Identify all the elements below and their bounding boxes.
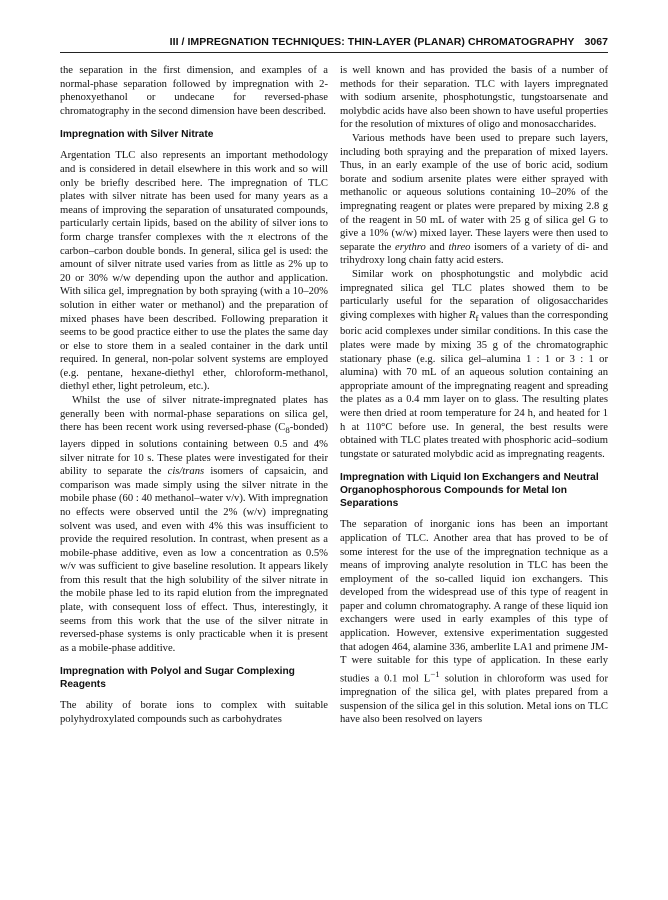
paragraph: is well known and has provided the basis of a number of methods for their separation. TLC with layers impregnated with sodium arsenite, phosphotungstic, tungstoarsenate and molybdic acids have also been shown to have useful properties for the resolution of mixtures of oligo and monosaccharides. — [340, 65, 608, 131]
text-run: solution in chloroform was used for impregnation of the silica gel, with plates prepared from a suspension of the silica gel in this solution. Metal ions on TLC have also been resolved on layers — [340, 673, 608, 726]
subscript: f — [475, 312, 479, 323]
text-run: values than the corresponding boric acid complexes under similar conditions. In this case the plates were made by mixing 35 g of the chromatographic stationary phase (e.g. silica gel–alumina 1 : 1 or 3 : 1 or alumina) with 70 mL of an aqueous solution containing an appropriate amount of the impregnating reagent and spreading the plates as a 0.4 mm layer on to glass. The resulting plates were then dried at room temperature for 24 h, and heated for 1 h at 110°C before use. In general, the best results were obtained with TLC plates treated with phosphoric acid–sodium tungstate or saturated molybdic acid as impregnating reagents. — [340, 309, 608, 460]
running-header-title: III / IMPREGNATION TECHNIQUES: THIN-LAYER (PLANAR) CHROMATOGRAPHY — [169, 36, 575, 48]
text-run: Various methods have been used to prepare such layers, including both spraying and the preparation of mixed layers. Thus, in an early example of the use of boric acid, sodium borate and sodium arsenite plates were either sprayed with methanolic or aqueous solutions containing 10–20% of the impregnating reagent or plates were prepared by mixing 2.8 g of the reagent in 50 mL of water with 25 g of silica gel G to give a 10% (w/w) mixed layer. These layers were then used to separate the — [340, 132, 608, 253]
paragraph: The ability of borate ions to complex with suitable polyhydroxylated compounds such as carbohydrates — [60, 700, 328, 726]
section-heading-liquid-ion-exchangers: Impregnation with Liquid Ion Exchangers and Neutral Organophosphorous Compounds for Metal Ion Separations — [340, 472, 599, 510]
superscript: −1 — [430, 668, 440, 679]
header-rule — [60, 52, 608, 53]
text-run: Whilst the use of silver nitrate-impregnated plates has generally been with normal-phase separations on silica gel, there has been recent work using reversed-phase (C — [60, 395, 328, 434]
text-run: isomers of capsaicin, and comparison was made simply using the silver nitrate in the mobile phase (60 : 40 methanol–water v/v). With impregnation no effects were observed until the 2% (w/v) impregnating solvent was used, and even with 4% this was insufficient to provide the required resolution. In contrast, when present as a mobile-phase additive, even as low a concentration as 0.5% w/v was sufficient to give baseline resolution. It appears likely from this result that the high solubility of the silver nitrate in the mobile phase led to its rapid elution from the impregnated plate, with consequent loss of effect. Thus, interestingly, it seems from this work that the use of the silver nitrate in reversed-phase systems is only practicable when it is present as a mobile-phase additive. — [60, 466, 328, 654]
paragraph — [340, 268, 608, 461]
paragraph: the separation in the first dimension, and examples of a normal-phase separation followed by impregnation with 2-phenoxyethanol or undecane for reversed-phase chromatography in the second dimension have been described. — [60, 65, 328, 117]
paragraph: Argentation TLC also represents an important methodology and is considered in detail elsewhere in this work and so will only be briefly described here. The impregnation of TLC plates with silver nitrate has been used for many years as a means of improving the separation of unsaturated compounds, particularly certain lipids, based on the ability of silver ions to form charge transfer complexes with the π electrons of the carbon–carbon double bonds. In general, silica gel is used: the amount of silver nitrate used varies from as little as 2% up to 20 or 30% w/w depending upon the author and application. With silica gel, impregnation by both spraying (with a 10–20% solution in either water or methanol) and the preparation of mixed phases have been described. Following preparation it seems to be good practice either to use the plates the same day or else to store them in a sealed container in the dark until required. In general, non-polar solvent systems are employed (e.g. pentane, hexane-diethyl ether, chloroform-methanol, diethyl ether, light petroleum, etc.). — [60, 150, 328, 393]
text-run: -bonded) layers dipped in solutions containing between 0.5 and 4% silver nitrate for 10 s. These plates were investigated for their ability to separate the — [60, 422, 328, 478]
right-column — [340, 64, 608, 727]
italic-term: erythro — [395, 241, 426, 253]
subscript: 8 — [285, 425, 290, 436]
paragraph — [340, 132, 608, 268]
text-run: The separation of inorganic ions has been an important application of TLC. Another area that has proved to be of some interest for the use of the impregnation technique as a means of improving analyte resolution in TLC has been the employment of the so-called liquid ion exchangers. This developed from the widespread use of this type of reagent in paper and column chromatography. A range of these liquid ion exchangers were used in early examples of this type of application. However, extensive experimentation suggested that adogen 464, alamine 336, amberlite LA1 and primene JM-T were suitable for this type of application. In these early studies a 0.1 mol L — [340, 519, 608, 685]
italic-term: R — [469, 309, 476, 321]
left-column — [60, 64, 328, 727]
section-heading-silver-nitrate: Impregnation with Silver Nitrate — [60, 129, 214, 141]
paragraph — [340, 518, 608, 726]
text-run: Similar work on phosphotungstic and molybdic acid impregnated silica gel TLC plates showed them to be particularly useful for the separation of oligosaccharides giving complexes with higher — [340, 268, 608, 321]
running-header — [60, 36, 608, 52]
section-heading-polyol-sugar: Impregnation with Polyol and Sugar Complexing Reagents — [60, 666, 295, 691]
italic-term: threo — [448, 241, 471, 253]
text-run: and — [425, 241, 449, 253]
text-run: isomers of a variety of di- and trihydroxy long chain fatty acid esters. — [340, 241, 609, 267]
paragraph — [60, 394, 328, 655]
italic-term: cis/trans — [167, 466, 205, 478]
page-number: 3067 — [584, 36, 608, 48]
